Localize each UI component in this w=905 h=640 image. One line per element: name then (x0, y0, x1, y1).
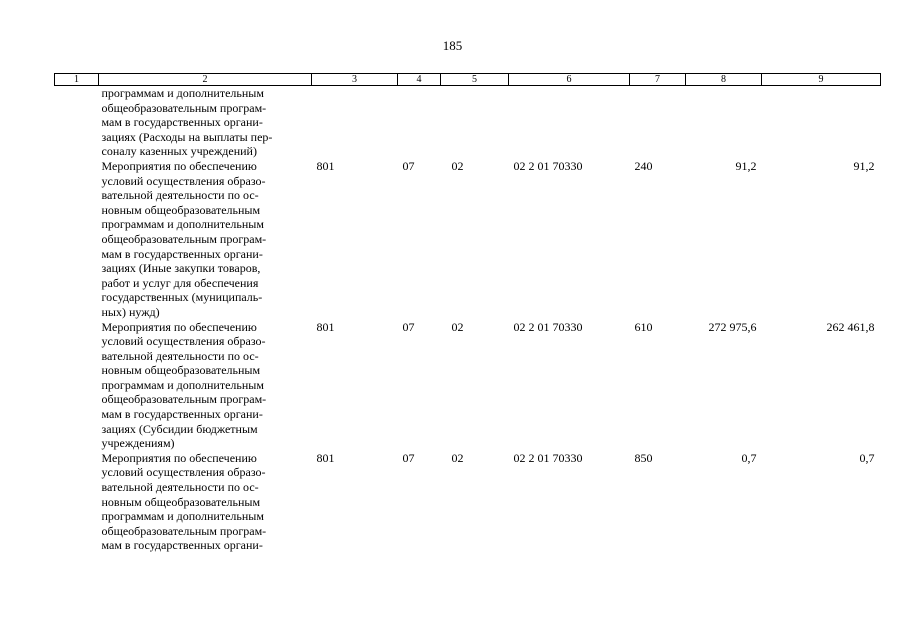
amount-cell: 91,2 (853, 158, 875, 173)
row-number-cell (55, 451, 99, 553)
section-code-cell: 07 (402, 158, 415, 173)
description-line: учреждениям) (101, 436, 175, 451)
description-cell (99, 451, 312, 553)
department-code-cell: 801 (316, 450, 335, 465)
description-line: общеобразовательным програм- (101, 100, 267, 115)
description-line: новным общеобразовательным (101, 202, 261, 217)
description-line: Мероприятия по обеспечению (101, 319, 257, 334)
description-cell (99, 86, 312, 159)
description-line: ных) нужд) (101, 304, 160, 319)
description-line: новным общеобразовательным (101, 363, 261, 378)
target-item-code-cell: 02 2 01 70330 (513, 319, 583, 334)
department-code-cell: 801 (316, 319, 335, 334)
column-number: 5 (441, 74, 509, 86)
expense-type-code-cell (630, 86, 686, 159)
column-number: 6 (509, 74, 630, 86)
description-line: мам в государственных органи- (101, 538, 263, 553)
description-line: зациях (Расходы на выплаты пер- (101, 129, 273, 144)
column-number: 7 (630, 74, 686, 86)
amount-cell: 262 461,8 (826, 319, 875, 334)
table-row (55, 320, 881, 451)
description-line: мам в государственных органи- (101, 115, 263, 130)
description-line: соналу казенных учреждений) (101, 144, 257, 159)
department-code-cell (312, 86, 398, 159)
description-line: общеобразовательным програм- (101, 231, 267, 246)
column-number: 8 (686, 74, 762, 86)
subsection-code-cell: 02 (451, 450, 464, 465)
subsection-code-cell (441, 86, 509, 159)
description-line: зациях (Иные закупки товаров, (101, 261, 261, 276)
column-number: 4 (398, 74, 441, 86)
expense-type-code-cell: 850 (634, 450, 653, 465)
description-line: условий осуществления образо- (101, 173, 266, 188)
page-number: 185 (442, 38, 463, 53)
amount-cell (762, 86, 881, 159)
section-code-cell: 07 (402, 319, 415, 334)
row-number-cell (55, 86, 99, 159)
row-number-cell (55, 159, 99, 320)
column-number-row (55, 74, 881, 86)
description-cell (99, 159, 312, 320)
row-number-cell (55, 320, 99, 451)
target-item-code-cell (509, 86, 630, 159)
description-line: общеобразовательным програм- (101, 392, 267, 407)
description-line: программам и дополнительным (101, 86, 264, 100)
amount-cell: 0,7 (859, 450, 875, 465)
description-line: мам в государственных органи- (101, 246, 263, 261)
expense-type-code-cell: 240 (634, 158, 653, 173)
description-line: новным общеобразовательным (101, 494, 261, 509)
description-line: вательной деятельности по ос- (101, 348, 259, 363)
description-line: программам и дополнительным (101, 377, 264, 392)
description-line: работ и услуг для обеспечения (101, 275, 259, 290)
description-line: вательной деятельности по ос- (101, 480, 259, 495)
description-cell (99, 320, 312, 451)
budget-table (54, 73, 881, 553)
amount-cell: 272 975,6 (708, 319, 757, 334)
amount-cell: 0,7 (741, 450, 757, 465)
subsection-code-cell: 02 (451, 319, 464, 334)
expense-type-code-cell: 610 (634, 319, 653, 334)
column-number: 3 (312, 74, 398, 86)
column-number: 9 (762, 74, 881, 86)
target-item-code-cell: 02 2 01 70330 (513, 158, 583, 173)
amount-cell (686, 86, 762, 159)
table-body (55, 86, 881, 554)
amount-cell: 91,2 (735, 158, 757, 173)
description-line: программам и дополнительным (101, 509, 264, 524)
table-row (55, 86, 881, 159)
description-line: условий осуществления образо- (101, 334, 266, 349)
description-line: зациях (Субсидии бюджетным (101, 421, 258, 436)
column-number: 2 (99, 74, 312, 86)
department-code-cell: 801 (316, 158, 335, 173)
column-number: 1 (55, 74, 99, 86)
description-line: общеобразовательным програм- (101, 523, 267, 538)
description-line: мам в государственных органи- (101, 407, 263, 422)
description-line: Мероприятия по обеспечению (101, 450, 257, 465)
target-item-code-cell: 02 2 01 70330 (513, 450, 583, 465)
table-row (55, 159, 881, 320)
table-header (55, 74, 881, 86)
table-row (55, 451, 881, 553)
description-line: условий осуществления образо- (101, 465, 266, 480)
description-line: государственных (муниципаль- (101, 290, 263, 305)
section-code-cell (398, 86, 441, 159)
description-line: программам и дополнительным (101, 217, 264, 232)
subsection-code-cell: 02 (451, 158, 464, 173)
section-code-cell: 07 (402, 450, 415, 465)
description-line: Мероприятия по обеспечению (101, 158, 257, 173)
description-line: вательной деятельности по ос- (101, 188, 259, 203)
